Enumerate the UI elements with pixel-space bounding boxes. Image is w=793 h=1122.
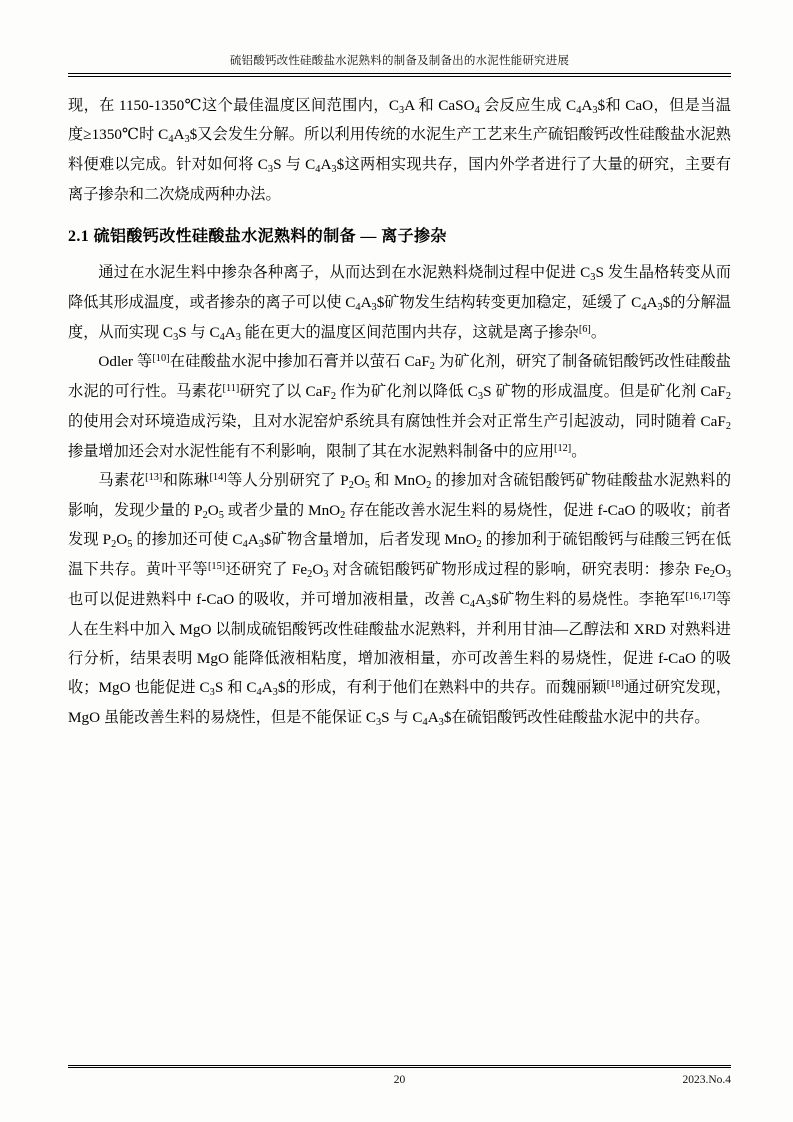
paragraph-3: Odler 等[10]在硅酸盐水泥中掺加石膏并以萤石 CaF$_2$ 为矿化剂，研究了制备硫铝酸钙改性硅酸盐水泥的可行性。马素花[11]研究了以 CaF$_2$ 作为矿化剂以降低 $C_3S$ 矿物的形成温度。但是矿化剂 CaF$_2$ 的使用会对环境造成污染，且对水泥窑炉系统具有腐蚀性并会对正常生产引起波动，同时随着 CaF$_2$ 掺量增加还会对水泥性能有不利影响，限制了其在水泥熟料制备中的应用[12]。: [68, 353, 732, 460]
section-heading: 2.1 硫铝酸钙改性硅酸盐水泥熟料的制备 — 离子掺杂: [68, 227, 447, 245]
header-rule-thin: [68, 76, 731, 77]
page-footer: [68, 1063, 731, 1087]
paragraph-4: 马素花[13]和陈琳[14]等人分别研究了 $P_2O_5$ 和 MnO$_2$ 的掺加对含硫铝酸钙矿物硅酸盐水泥熟料的影响，发现少量的 $P_2O_5$ 或者少量的 MnO$_2$ 存在能改善水泥生料的易烧性，促进 f-CaO 的吸收；前者发现 $P_2O_5$ 的掺加还可使 $C_4A_3\$$矿物含量增加，后者发现 MnO$_2$ 的掺加利于硫铝酸钙与硅酸三钙在低温下共存。黄叶平等[15]还研究了 $Fe_2O_3$ 对含硫铝酸钙矿物形成过程的影响，研究表明：掺杂 $Fe_2O_3$ 也可以促进熟料中 f-CaO 的吸收，并可增加液相量，改善 $C_4A_3\$$矿物生料的易烧性。李艳军[16,17]等人在生料中加入 MgO 以制成硫铝酸钙改性硅酸盐水泥熟料，并利用甘油—乙醇法和 XRD 对熟料进行分析，结果表明 MgO 能降低液相粘度，增加液相量，亦可改善生料的易烧性，促进 f-CaO 的吸收；MgO 也能促进 $C_3S$ 和 $C_4A_3\$$的形成，有利于他们在熟料中的共存。而魏丽颖[18]通过研究发现，MgO 虽能改善生料的易烧性，但是不能保证 $C_3S$ 与 $C_4A_3\$$在硫铝酸钙改性硅酸盐水泥中的共存。: [68, 471, 732, 728]
footer-row: [68, 1068, 731, 1086]
paragraph-1: 现，在 1150-1350℃这个最佳温度区间范围内，$C_3A$ 和 CaSO$_4$ 会反应生成 $C_4A_3\$$和 CaO，但是当温度≥1350℃时 $C_4A_3\$$又会发生分解。所以利用传统的水泥生产工艺来生产硫铝酸钙改性硅酸盐水泥熟料便难以完成。针对如何将 $C_3S$ 与 $C_4A_3\$$这两相实现共存，国内外学者进行了大量的研究，主要有离子掺杂和二次烧成两种办法。: [68, 96, 732, 203]
footer-rule-thick: [68, 1065, 731, 1066]
page-header: [68, 52, 731, 73]
header-title: 硫铝酸钙改性硅酸盐水泥熟料的制备及制备出的水泥性能研究进展: [229, 55, 570, 67]
paragraph-2: 通过在水泥生料中掺杂各种离子，从而达到在水泥熟料烧制过程中促进 $C_3S$ 发生晶格转变从而降低其形成温度，或者掺杂的离子可以使 $C_4A_3\$$矿物发生结构转变更加稳定，延缓了 $C_4A_3\$$的分解温度，从而实现 $C_3S$ 与 $C_4A_3$ 能在更大的温度区间范围内共存，这就是离子掺杂[6]。: [68, 264, 731, 343]
page-content: [68, 52, 731, 1082]
body-text: [68, 91, 731, 733]
page-number: 20: [393, 1074, 406, 1086]
issue-label: 2023.No.4: [682, 1074, 731, 1086]
header-rule-thick: [68, 73, 731, 74]
